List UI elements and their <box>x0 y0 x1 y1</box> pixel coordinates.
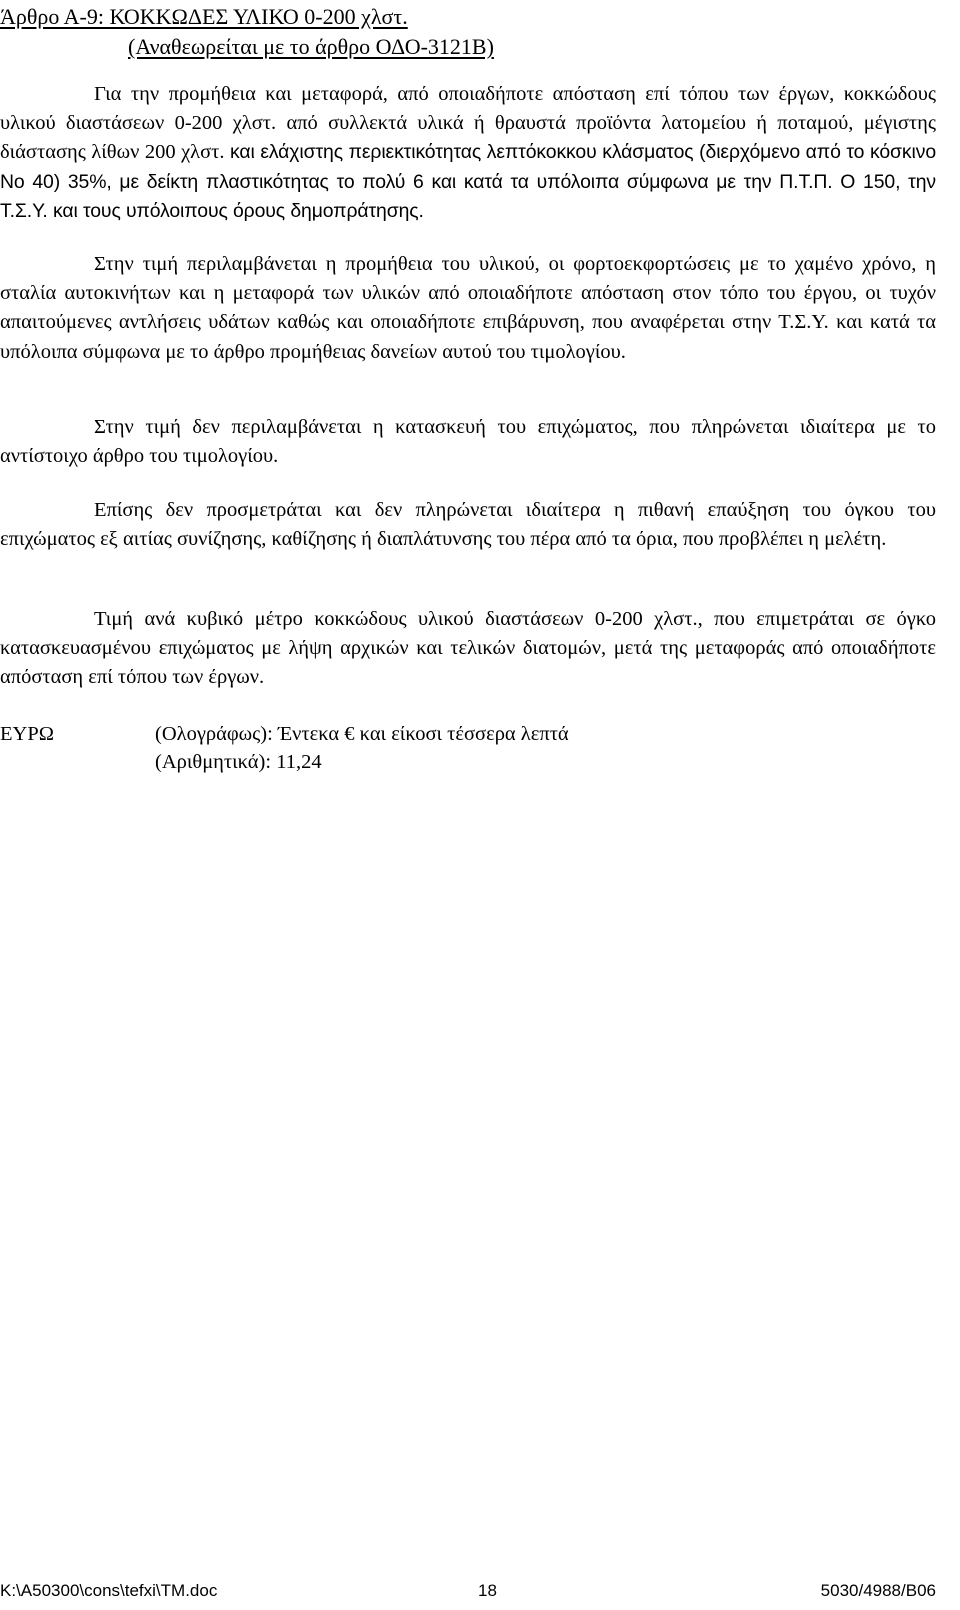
price-currency: ΕΥΡΩ <box>0 723 54 745</box>
price-in-words: (Ολογράφως): Έντεκα € και είκοσι τέσσερα λεπτά <box>155 723 569 745</box>
footer-page-number: 18 <box>478 1581 497 1600</box>
paragraph-description-serif: Για την προμήθεια και μεταφορά, από οποιαδήποτε απόσταση επί τόπου των έργων, κοκκώδους υλικού διαστάσεων 0-200 χλστ. από συλλεκτά υλικά ή θραυστά προϊόντα λατομείου ή ποταμού, μέγιστης διάστασης λίθων 200 χλστ. <box>0 83 936 164</box>
paragraph-unit-price: Τιμή ανά κυβικό μέτρο κοκκώδους υλικού διαστάσεων 0-200 χλστ., που επιμετράται σε όγκο κατασκευασμένου επιχώματος με λήψη αρχικών και τελικών διατομών, μετά της μεταφοράς από οποιαδήποτε απόσταση επί τόπου των έργων. <box>0 608 936 689</box>
price-in-numbers: (Αριθμητικά): 11,24 <box>155 751 322 773</box>
article-revision-note: (Αναθεωρείται με το άρθρο ΟΔΟ-3121Β) <box>128 34 494 59</box>
article-title: Άρθρο Α-9: ΚΟΚΚΩΔΕΣ ΥΛΙΚΟ 0-200 χλστ. <box>0 4 408 29</box>
paragraph-not-measured: Επίσης δεν προσμετράται και δεν πληρώνεται ιδιαίτερα η πιθανή επαύξηση του όγκου του επιχώματος εξ αιτίας συνίζησης, καθίζησης ή διαπλάτυνσης του πέρα από τα όρια, που προβλέπει η μελέτη. <box>0 499 936 551</box>
footer-file-path: K:\A50300\cons\tefxi\TM.doc <box>0 1581 218 1600</box>
paragraph-price-excludes: Στην τιμή δεν περιλαμβάνεται η κατασκευή του επιχώματος, που πληρώνεται ιδιαίτερα με το αντίστοιχο άρθρο του τιμολογίου. <box>0 416 936 468</box>
paragraph-price-includes: Στην τιμή περιλαμβάνεται η προμήθεια του υλικού, οι φορτοεκφορτώσεις με το χαμένο χρόνο, η σταλία αυτοκινήτων και η μεταφορά των υλικών από οποιαδήποτε απόσταση στον τόπο του έργου, οι τυχόν απαιτούμενες αντλήσεις υδάτων καθώς και οποιαδήποτε επιβάρυνση, που αναφέρεται στην Τ.Σ.Υ. και κατά τα υπόλοιπα σύμφωνα με το άρθρο προμήθειας δανείων αυτού του τιμολογίου. <box>0 253 936 363</box>
paragraph-description <box>0 80 936 226</box>
paragraph-description-sans: και ελάχιστης περιεκτικότητας λεπτόκοκκου κλάσματος (διερχόμενο από το κόσκινο Νο 40) 35%, με δείκτη πλαστικότητας το πολύ 6 και κατά τα υπόλοιπα σύμφωνα με την Π.Τ.Π. Ο 150, την Τ.Σ.Υ. και τους υπόλοιπους όρους δημοπράτησης. <box>0 141 936 222</box>
footer-document-code: 5030/4988/B06 <box>820 1581 936 1600</box>
